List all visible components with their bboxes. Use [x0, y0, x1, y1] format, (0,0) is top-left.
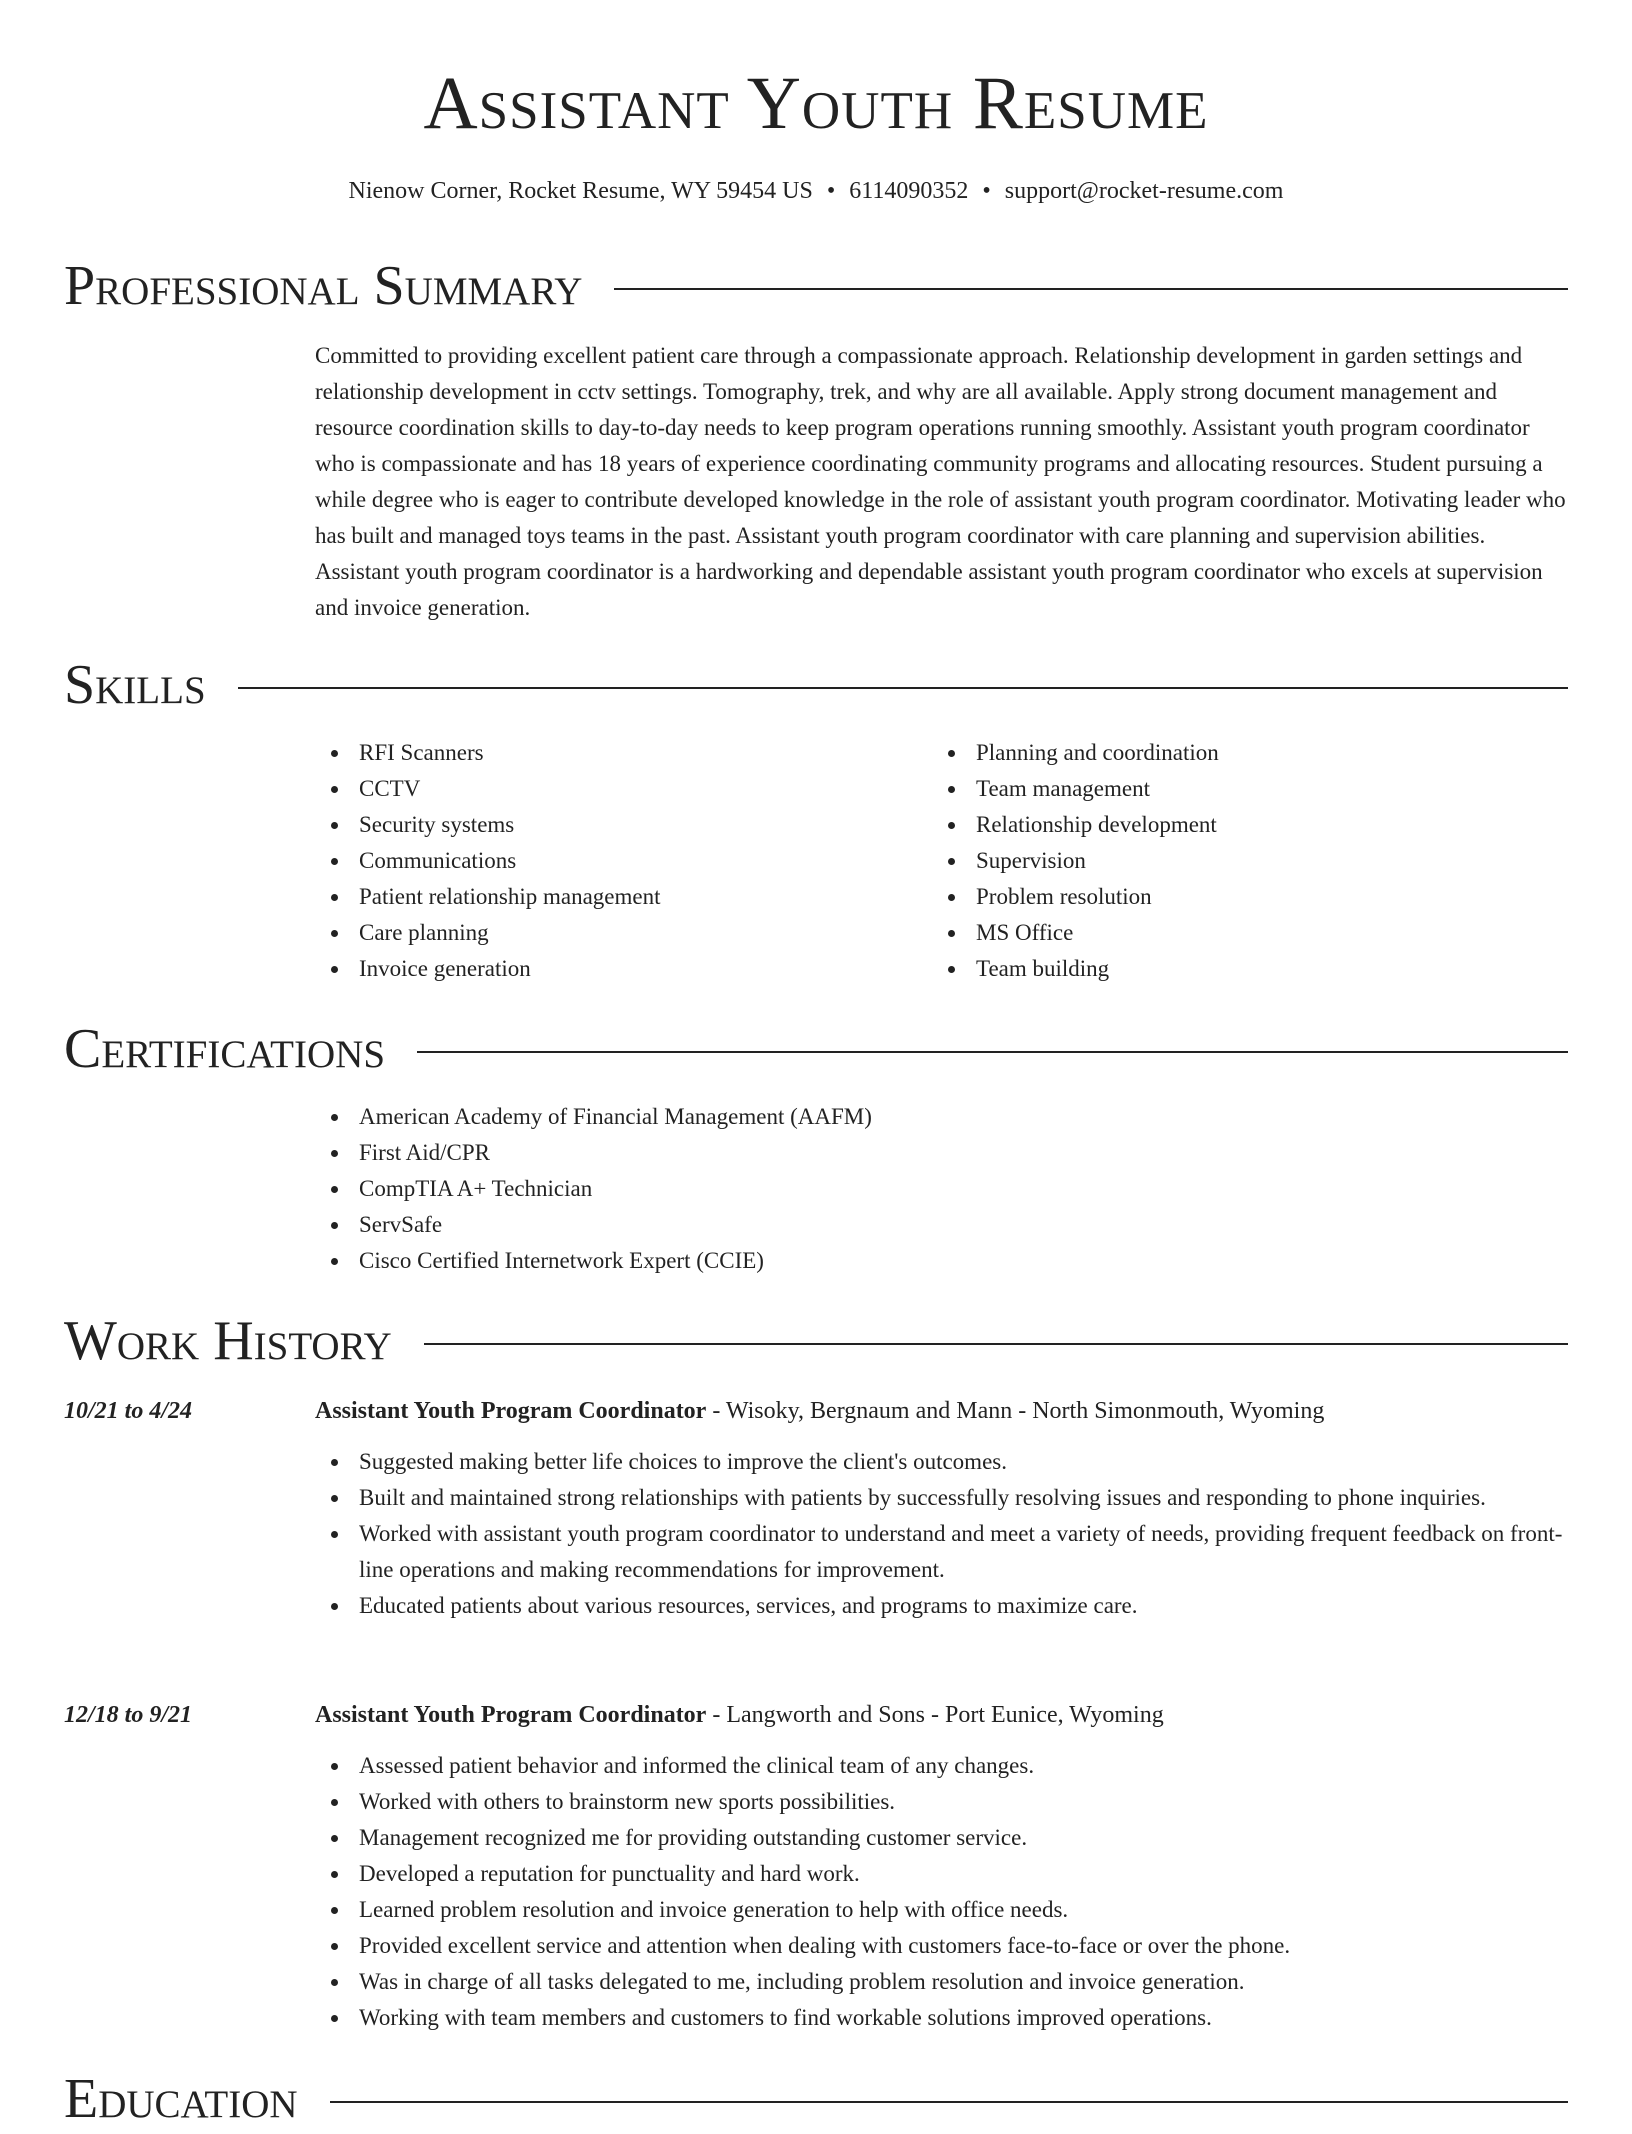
skill-item: Care planning: [315, 915, 932, 951]
section-divider: [614, 288, 1568, 290]
job-title: Assistant Youth Program Coordinator: [315, 1398, 707, 1424]
job-employer-location: - Langworth and Sons - Port Eunice, Wyoming: [706, 1702, 1164, 1728]
education-section: [64, 2064, 1568, 2134]
work-heading: [315, 1697, 1568, 1733]
job-employer-location: - Wisoky, Bergnaum and Mann - North Simonmouth, Wyoming: [706, 1398, 1325, 1424]
work-bullets: [315, 1748, 1568, 2036]
job-duties-list: [315, 1748, 1568, 2036]
summary-text: Committed to providing excellent patient care through a compassionate approach. Relationship development in garden settings and relationship development in cctv settings. Tomography, trek, and why are all available. Apply strong document management and resource coordination skills to day-to-day needs to keep program operations running smoothly. Assistant youth program coordinator who is compassionate and has 18 years of experience coordinating community programs and allocating resources. Student pursuing a while degree who is eager to contribute developed knowledge in the role of assistant youth program coordinator. Motivating leader who has built and managed toys teams in the past. Assistant youth program coordinator with care planning and supervision abilities. Assistant youth program coordinator is a hardworking and dependable assistant youth program coordinator who excels at supervision and invoice generation.: [315, 343, 1566, 620]
section-header: [64, 1014, 1568, 1084]
skill-item: Communications: [315, 843, 932, 879]
resume-title: Assistant Youth Resume: [423, 62, 1209, 145]
section-divider: [238, 687, 1568, 689]
certification-item: American Academy of Financial Management (AAFM): [315, 1099, 1568, 1135]
certification-item: Cisco Certified Internetwork Expert (CCIE): [315, 1243, 1568, 1279]
resume-page: [64, 0, 1568, 2130]
job-duty-item: Worked with assistant youth program coordinator to understand and meet a variety of needs, providing frequent feedback on front-line operations and making recommendations for improvement.: [315, 1516, 1568, 1588]
skills-column-left: [315, 735, 932, 987]
skill-item: Problem resolution: [932, 879, 1549, 915]
contact-separator: •: [982, 178, 991, 204]
section-title-work-history: Work History: [64, 1310, 392, 1372]
work-bullets: [315, 1444, 1568, 1624]
summary-section: [64, 251, 1568, 321]
contact-line: [64, 173, 1568, 209]
section-divider: [424, 1343, 1568, 1345]
job-duty-item: Educated patients about various resources, services, and programs to maximize care.: [315, 1588, 1568, 1624]
section-title-skills: Skills: [64, 654, 206, 716]
work-dates: 10/21 to 4/24: [64, 1398, 193, 1424]
job-duty-item: Learned problem resolution and invoice generation to help with office needs.: [315, 1892, 1568, 1928]
skill-item: Security systems: [315, 807, 932, 843]
job-duty-item: Was in charge of all tasks delegated to me, including problem resolution and invoice generation.: [315, 1964, 1568, 2000]
certification-item: CompTIA A+ Technician: [315, 1171, 1568, 1207]
skill-item: Relationship development: [932, 807, 1549, 843]
summary-body: [315, 338, 1568, 626]
skill-item: Team building: [932, 951, 1549, 987]
work-history-section: [64, 1306, 1568, 1376]
skills-column-right: [932, 735, 1549, 987]
section-title-certifications: Certifications: [64, 1018, 386, 1080]
skills-section: [64, 650, 1568, 720]
job-duty-item: Management recognized me for providing outstanding customer service.: [315, 1820, 1568, 1856]
skill-item: Supervision: [932, 843, 1549, 879]
certification-item: ServSafe: [315, 1207, 1568, 1243]
job-duty-item: Assessed patient behavior and informed the clinical team of any changes.: [315, 1748, 1568, 1784]
work-heading: [315, 1393, 1568, 1429]
section-divider: [417, 1051, 1568, 1053]
section-header: [64, 2064, 1568, 2134]
section-title-summary: Professional Summary: [64, 255, 583, 317]
skill-item: MS Office: [932, 915, 1549, 951]
section-header: [64, 251, 1568, 321]
contact-address: Nienow Corner, Rocket Resume, WY 59454 US: [348, 178, 813, 204]
section-header: [64, 1306, 1568, 1376]
certifications-body: [315, 1099, 1568, 1279]
job-duty-item: Working with team members and customers to find workable solutions improved operations.: [315, 2000, 1568, 2036]
section-title-education: Education: [64, 2068, 298, 2130]
skills-list: [315, 735, 1568, 987]
job-duty-item: Worked with others to brainstorm new sports possibilities.: [315, 1784, 1568, 1820]
section-header: [64, 650, 1568, 720]
certifications-list: [315, 1099, 1568, 1279]
job-duties-list: [315, 1444, 1568, 1624]
skill-item: RFI Scanners: [315, 735, 932, 771]
contact-phone: 6114090352: [849, 178, 969, 204]
work-dates: 12/18 to 9/21: [64, 1702, 193, 1728]
skill-item: Planning and coordination: [932, 735, 1549, 771]
section-divider: [330, 2101, 1568, 2103]
skill-item: Patient relationship management: [315, 879, 932, 915]
skill-item: Team management: [932, 771, 1549, 807]
contact-separator: •: [826, 178, 836, 204]
contact-email: support@rocket-resume.com: [1004, 178, 1284, 204]
job-duty-item: Provided excellent service and attention when dealing with customers face-to-face or over the phone.: [315, 1928, 1568, 1964]
job-duty-item: Built and maintained strong relationships with patients by successfully resolving issues and responding to phone inquiries.: [315, 1480, 1568, 1516]
skill-item: Invoice generation: [315, 951, 932, 987]
certification-item: First Aid/CPR: [315, 1135, 1568, 1171]
job-duty-item: Developed a reputation for punctuality and hard work.: [315, 1856, 1568, 1892]
job-duty-item: Suggested making better life choices to improve the client's outcomes.: [315, 1444, 1568, 1480]
skill-item: CCTV: [315, 771, 932, 807]
job-title: Assistant Youth Program Coordinator: [315, 1702, 707, 1728]
certifications-section: [64, 1014, 1568, 1084]
